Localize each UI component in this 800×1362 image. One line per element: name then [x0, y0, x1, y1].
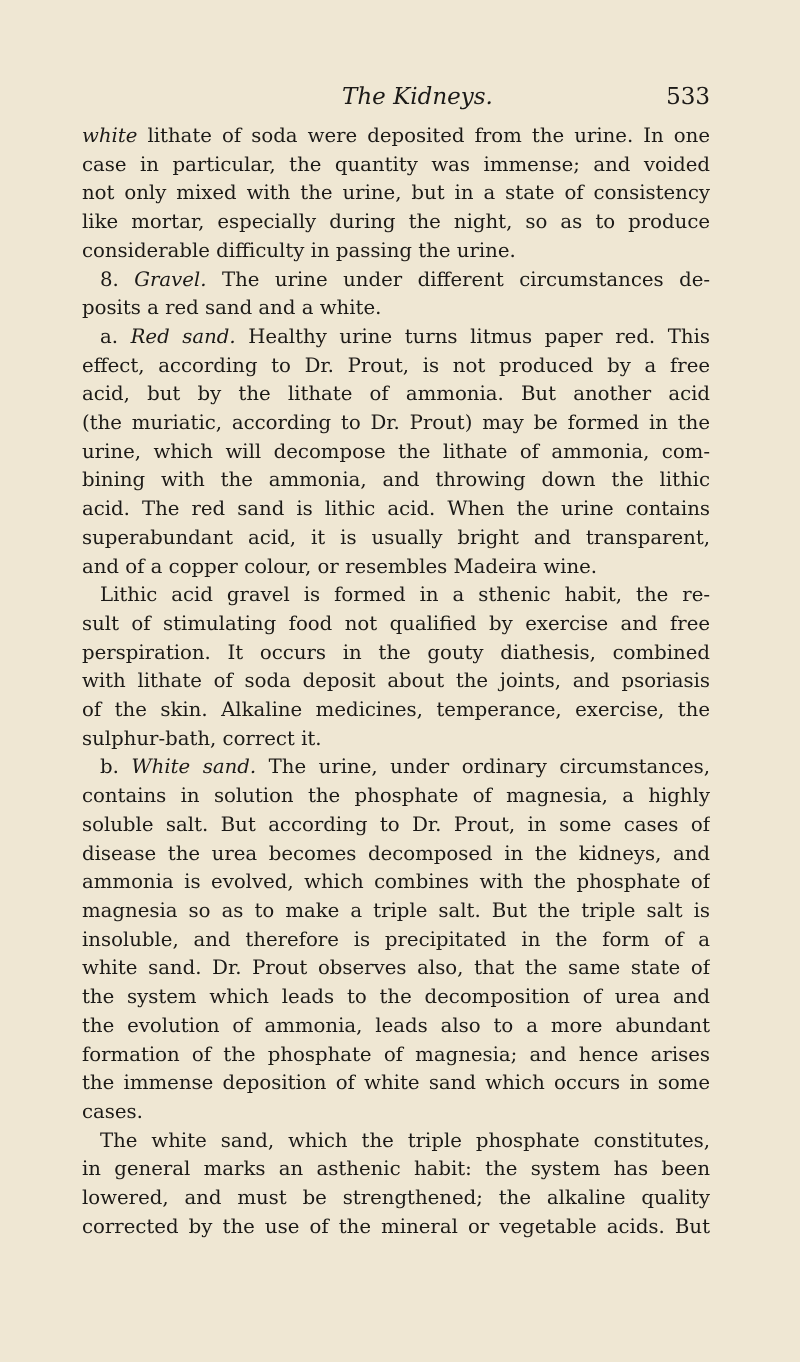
text-line: considerable difficulty in passing the urine.: [82, 238, 516, 262]
text-line: (the muriatic, according to Dr. Prout) may be formed in the: [82, 411, 710, 435]
text-line: Lithic acid gravel is formed in a sthenic habit, the re-: [100, 583, 710, 607]
text-line: white lithate of soda were deposited from the urine. In one: [82, 124, 710, 147]
text-line: lowered, and must be strengthened; the alkaline quality: [82, 1186, 710, 1210]
subsection-heading-line: a. Red sand. Healthy urine turns litmus paper red. This: [100, 324, 710, 348]
text-line: ammonia is evolved, which combines with the phosphate of: [82, 870, 710, 894]
text-line: and of a copper colour, or resembles Madeira wine.: [82, 554, 598, 578]
text-line: the evolution of ammonia, leads also to a more abundant: [82, 1013, 710, 1037]
text-line: of the skin. Alkaline medicines, temperance, exercise, the: [82, 698, 710, 722]
text-line: magnesia so as to make a triple salt. But the triple salt is: [82, 898, 710, 922]
text-line: perspiration. It occurs in the gouty diathesis, combined: [82, 640, 710, 664]
text-line: in general marks an asthenic habit: the system has been: [82, 1157, 710, 1181]
text-line: disease the urea becomes decomposed in the kidneys, and: [82, 841, 710, 865]
text-line: case in particular, the quantity was immense; and voided: [82, 152, 710, 176]
text-line: bining with the ammonia, and throwing down the lithic: [82, 468, 710, 492]
text-line: white sand. Dr. Prout observes also, that the same state of: [82, 956, 710, 980]
text-line: acid. The red sand is lithic acid. When the urine contains: [82, 497, 710, 521]
text-line: with lithate of soda deposit about the joints, and psoriasis: [82, 669, 710, 693]
running-title: The Kidneys.: [342, 84, 493, 110]
text-line: posits a red sand and a white.: [82, 296, 382, 320]
page-header: [82, 82, 710, 122]
text-line: superabundant acid, it is usually bright and transparent,: [82, 525, 710, 549]
text-line: formation of the phosphate of magnesia; and hence arises: [82, 1042, 710, 1066]
body-text: [82, 122, 710, 1241]
text-line: the immense deposition of white sand which occurs in some: [82, 1071, 710, 1095]
text-line: sult of stimulating food not qualified by exercise and free: [82, 611, 710, 635]
book-page: [82, 82, 710, 1241]
text-line: like mortar, especially during the night, so as to produce: [82, 210, 710, 234]
text-line: corrected by the use of the mineral or vegetable acids. But: [82, 1214, 710, 1238]
text-line: contains in solution the phosphate of magnesia, a highly: [82, 784, 710, 808]
section-heading-line: 8. Gravel. The urine under different circumstances de-: [100, 267, 710, 291]
text-line: the system which leads to the decomposition of urea and: [82, 985, 710, 1009]
subsection-heading-line: b. White sand. The urine, under ordinary circumstances,: [100, 755, 710, 779]
text-line: effect, according to Dr. Prout, is not produced by a free: [82, 353, 710, 377]
page-number: 533: [666, 84, 710, 110]
text-line: soluble salt. But according to Dr. Prout, in some cases of: [82, 812, 710, 836]
text-line: not only mixed with the urine, but in a state of consistency: [82, 181, 710, 205]
text-line: sulphur-bath, correct it.: [82, 726, 322, 750]
text-line: acid, but by the lithate of ammonia. But another acid: [82, 382, 710, 406]
text-line: The white sand, which the triple phosphate constitutes,: [100, 1128, 710, 1152]
text-line: insoluble, and therefore is precipitated in the form of a: [82, 927, 710, 951]
text-line: urine, which will decompose the lithate of ammonia, com-: [82, 439, 710, 463]
text-line: cases.: [82, 1099, 143, 1123]
